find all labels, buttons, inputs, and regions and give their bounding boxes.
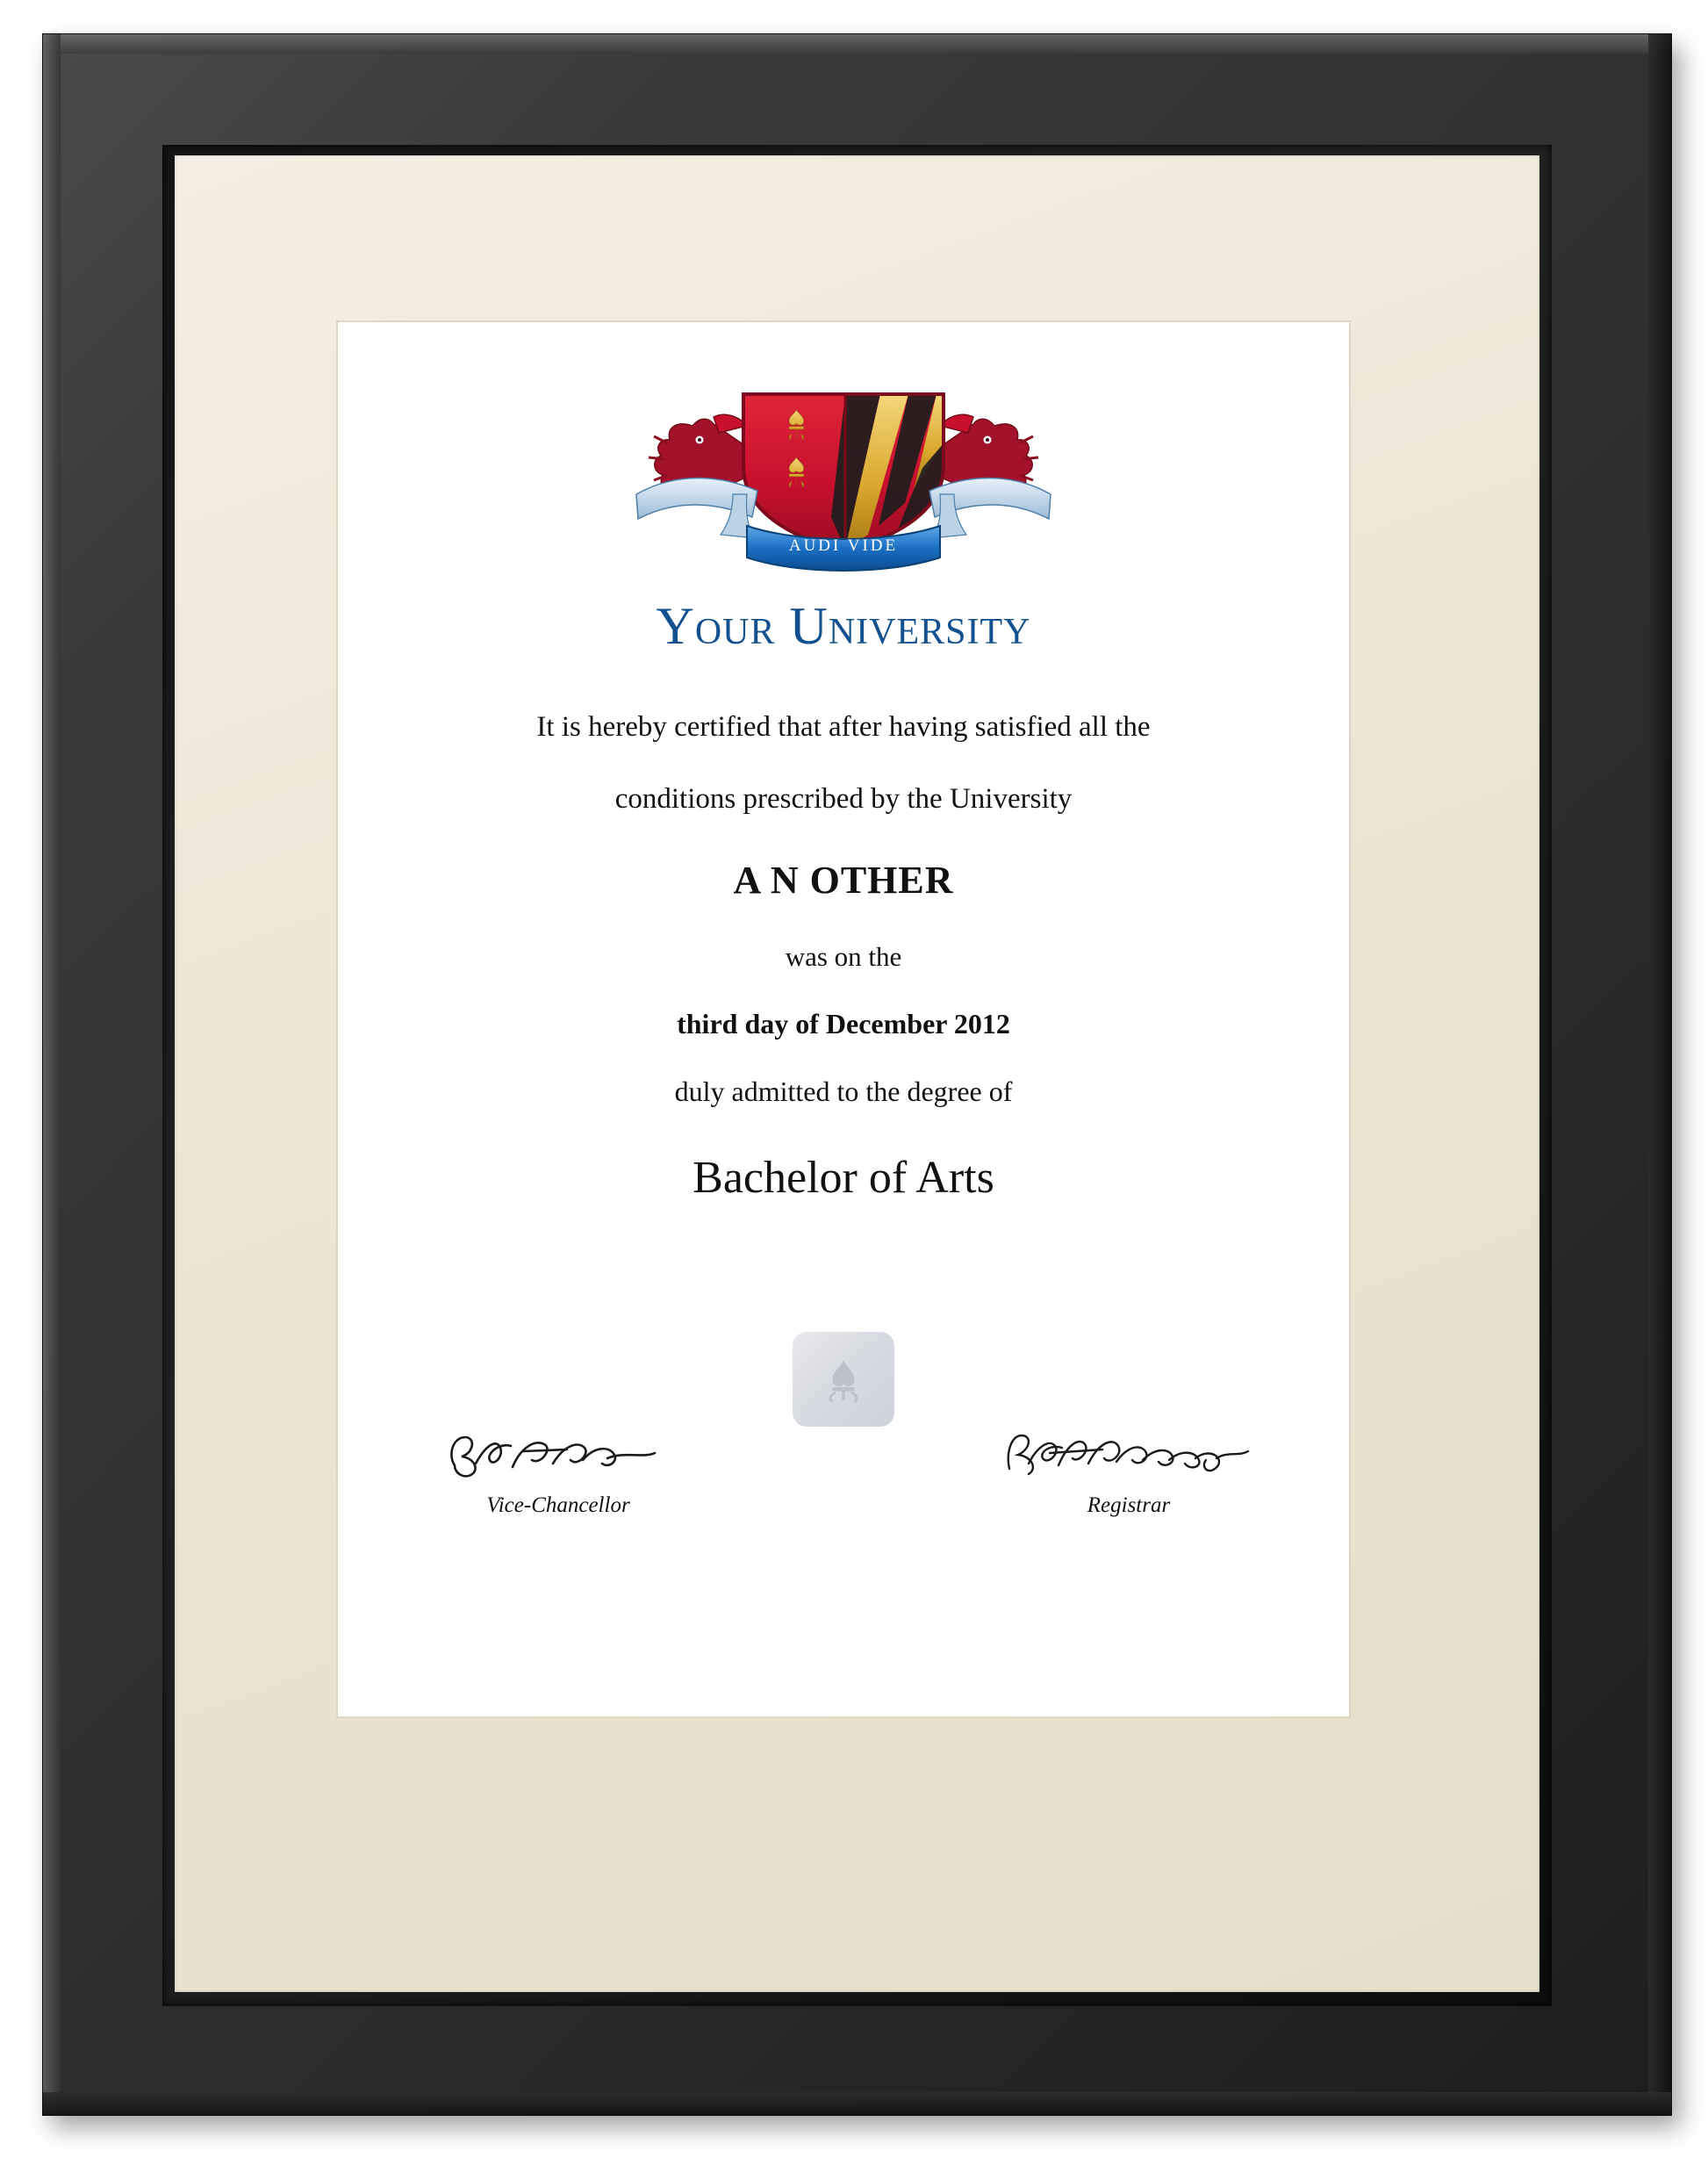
- conferral-date: third day of December 2012: [677, 1008, 1010, 1039]
- embossed-seal: [793, 1332, 894, 1427]
- coat-of-arms-crest: [615, 363, 1072, 573]
- crest-shield: [743, 394, 944, 552]
- frame-bevel-top: [43, 34, 1671, 54]
- frame-inner-lip: [162, 145, 1552, 2006]
- was-on-the-line: was on the: [785, 941, 902, 972]
- signature-row: [338, 1420, 1349, 1518]
- university-name: Your University: [656, 597, 1031, 655]
- picture-frame: [42, 33, 1672, 2116]
- signature-label-vice-chancellor: Vice-Chancellor: [486, 1493, 630, 1517]
- frame-bevel-right: [1648, 34, 1671, 2115]
- signature-mark-vice-chancellor: [413, 1420, 703, 1485]
- signature-block-vice-chancellor: [413, 1420, 703, 1518]
- crest-motto-text: AUDI VIDE: [788, 536, 899, 555]
- recipient-name: A N OTHER: [733, 859, 954, 902]
- duly-admitted-line: duly admitted to the degree of: [674, 1075, 1013, 1107]
- frame-bevel-left: [43, 34, 61, 2115]
- signature-block-registrar: [984, 1420, 1274, 1518]
- signature-label-registrar: Registrar: [1087, 1493, 1171, 1517]
- certificate-sheet: [338, 322, 1349, 1716]
- mount-board: [175, 155, 1539, 1992]
- degree-title: Bachelor of Arts: [693, 1153, 994, 1203]
- certified-line-1: It is hereby certified that after having satisfied all the: [536, 711, 1151, 743]
- frame-bevel-bottom: [43, 2092, 1671, 2115]
- mount-window-bevel: [338, 322, 1349, 1716]
- signature-mark-registrar: [984, 1420, 1274, 1485]
- certified-line-2: conditions prescribed by the University: [614, 783, 1073, 815]
